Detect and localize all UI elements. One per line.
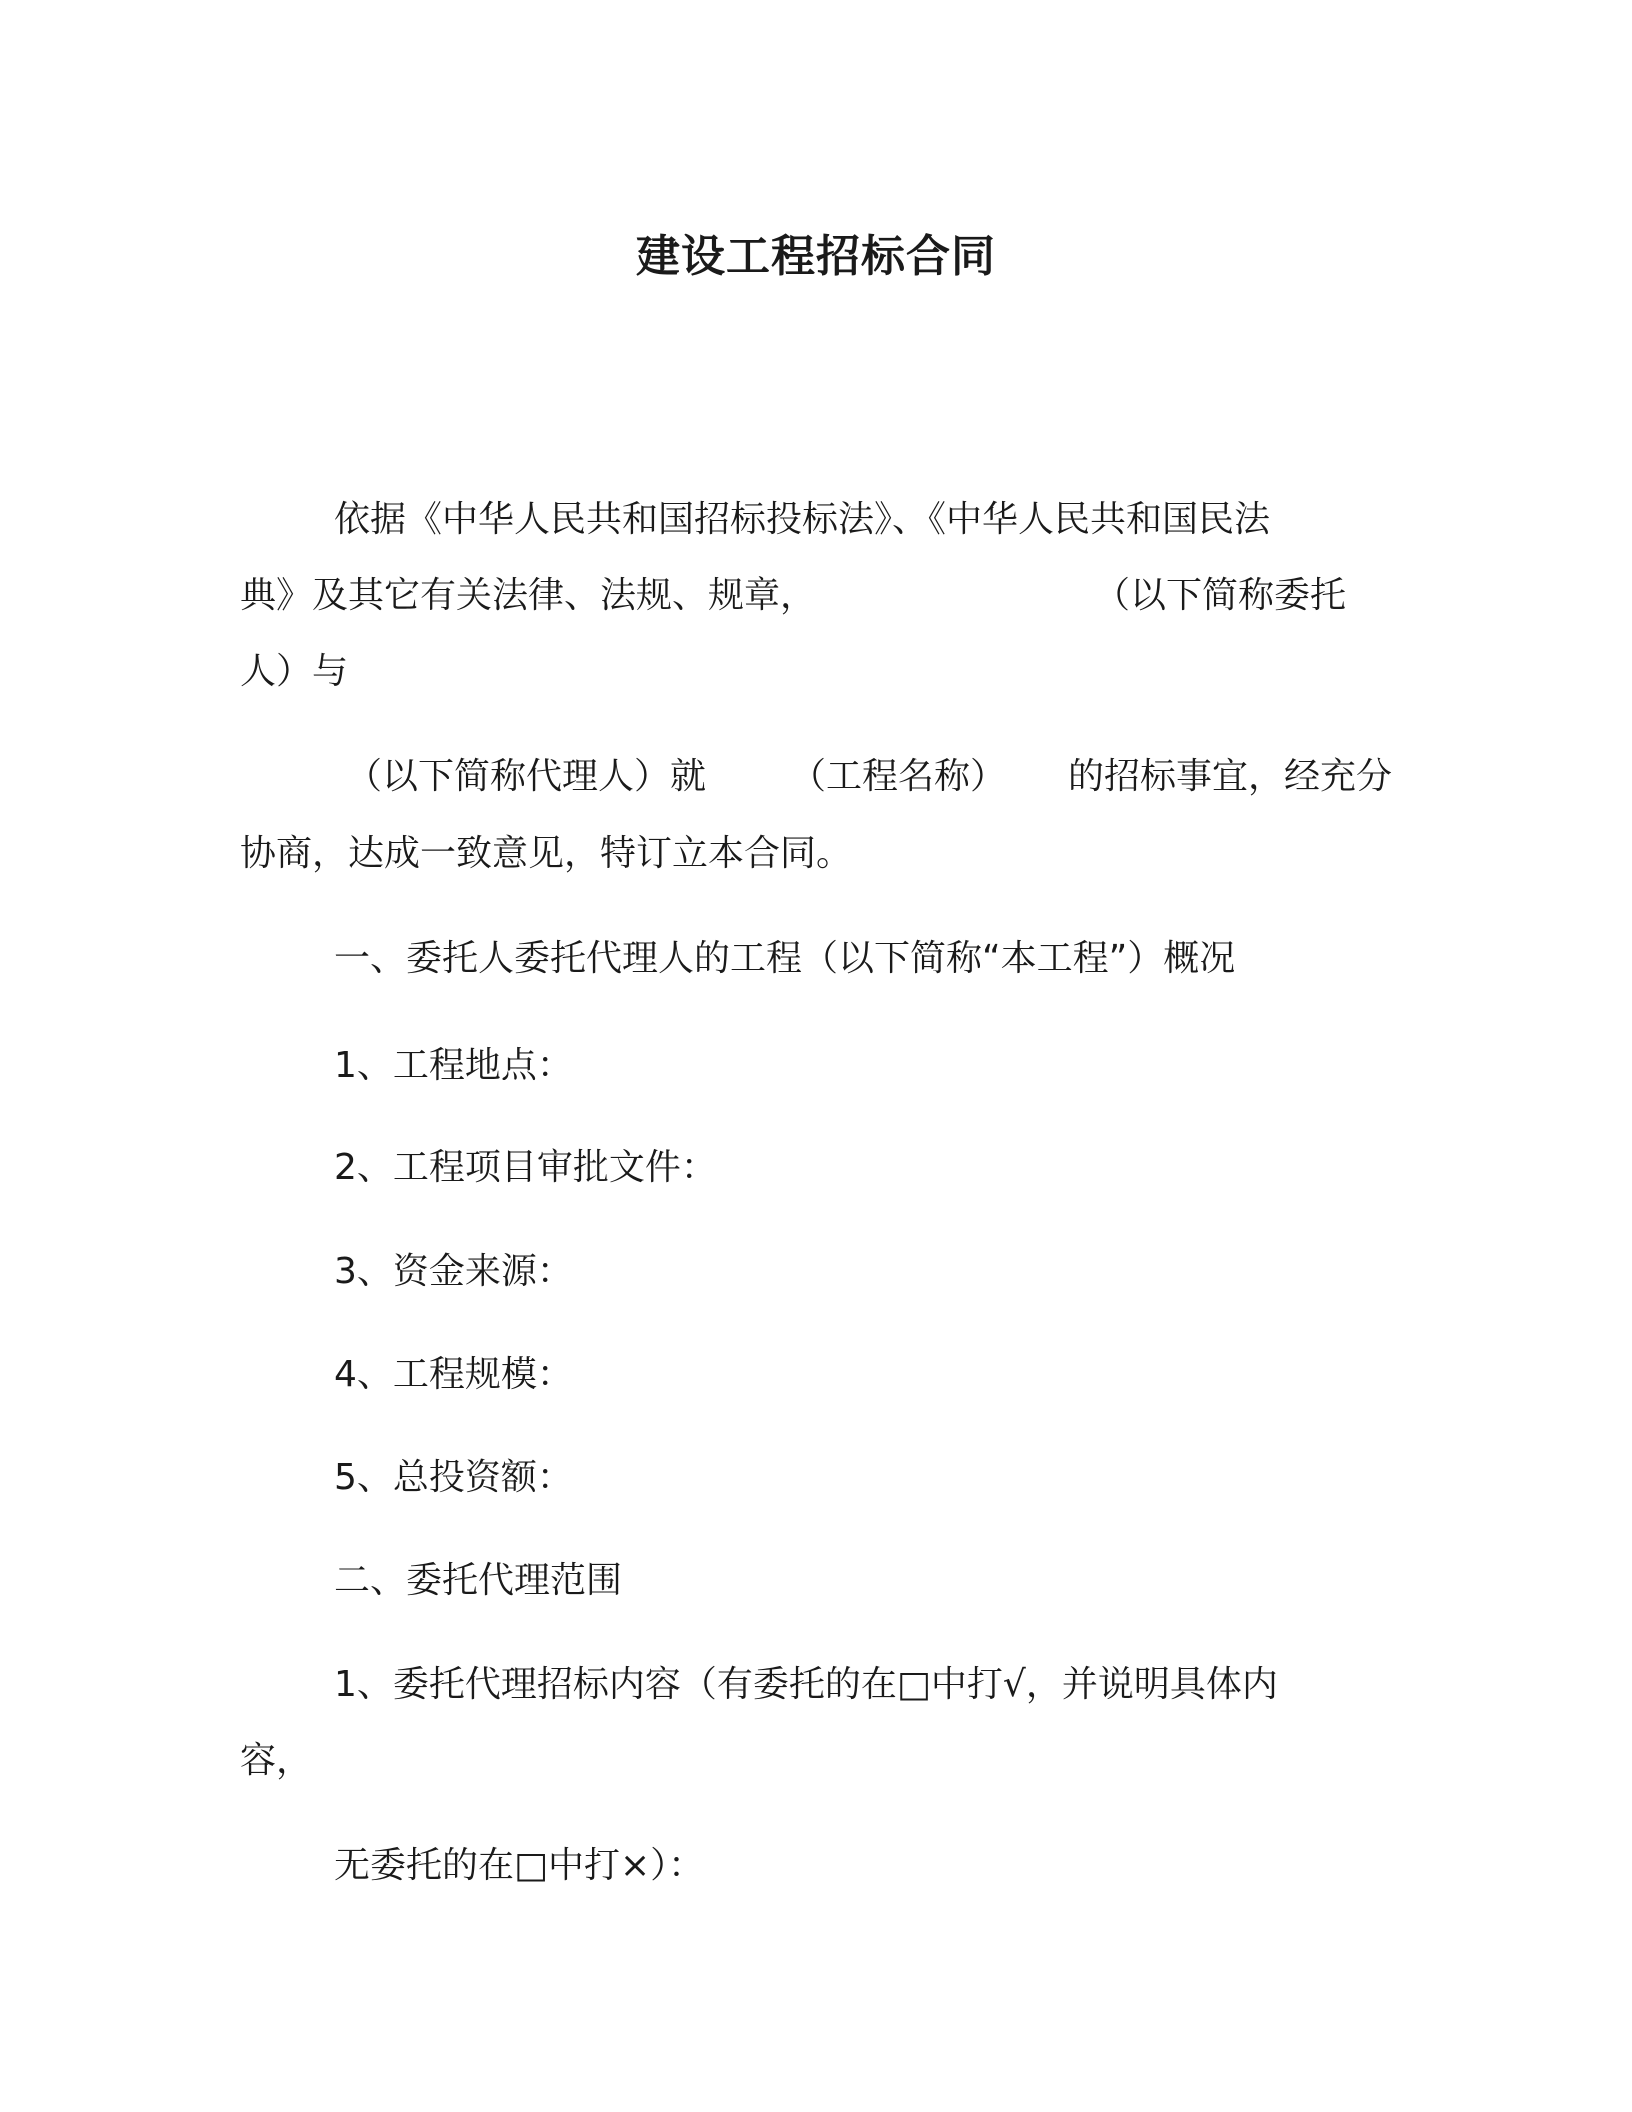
- project-location-item: 1、工程地点：: [334, 1045, 573, 1086]
- intro-line-2-text: 典》及其它有关法律、法规、规章，: [240, 575, 817, 616]
- section2-item1-line2: 容，: [240, 1740, 313, 1781]
- project-name-placeholder: （工程名称）: [790, 756, 1007, 797]
- intro-line-5: 协商，达成一致意见，特订立本合同。: [240, 833, 853, 874]
- intro-line-2-suffix: （以下简称委托: [1094, 575, 1347, 616]
- total-investment-item: 5、总投资额：: [334, 1457, 573, 1498]
- project-scale-item: 4、工程规模：: [334, 1354, 573, 1395]
- intro-line-4-suffix: 的招标事宜，经充分: [1068, 756, 1393, 797]
- document-title: 建设工程招标合同: [636, 231, 996, 282]
- intro-line-1: 依据《中华人民共和国招标投标法》、《中华人民共和国民法: [334, 499, 1271, 540]
- funding-source-item: 3、资金来源：: [334, 1251, 573, 1292]
- section1-heading: 一、委托人委托代理人的工程（以下简称“本工程”）概况: [334, 938, 1236, 979]
- intro-line-2: [240, 572, 1346, 620]
- intro-line-3: 人）与: [240, 651, 349, 692]
- approval-documents-item: 2、工程项目审批文件：: [334, 1147, 717, 1188]
- intro-line-4: [346, 753, 1392, 801]
- section2-heading: 二、委托代理范围: [334, 1560, 623, 1601]
- section2-item1-line3: 无委托的在□中打×）：: [334, 1845, 705, 1886]
- intro-line-4-text: （以下简称代理人）就: [346, 756, 707, 797]
- section2-item1-line1: 1、委托代理招标内容（有委托的在□中打√，并说明具体内: [334, 1664, 1278, 1705]
